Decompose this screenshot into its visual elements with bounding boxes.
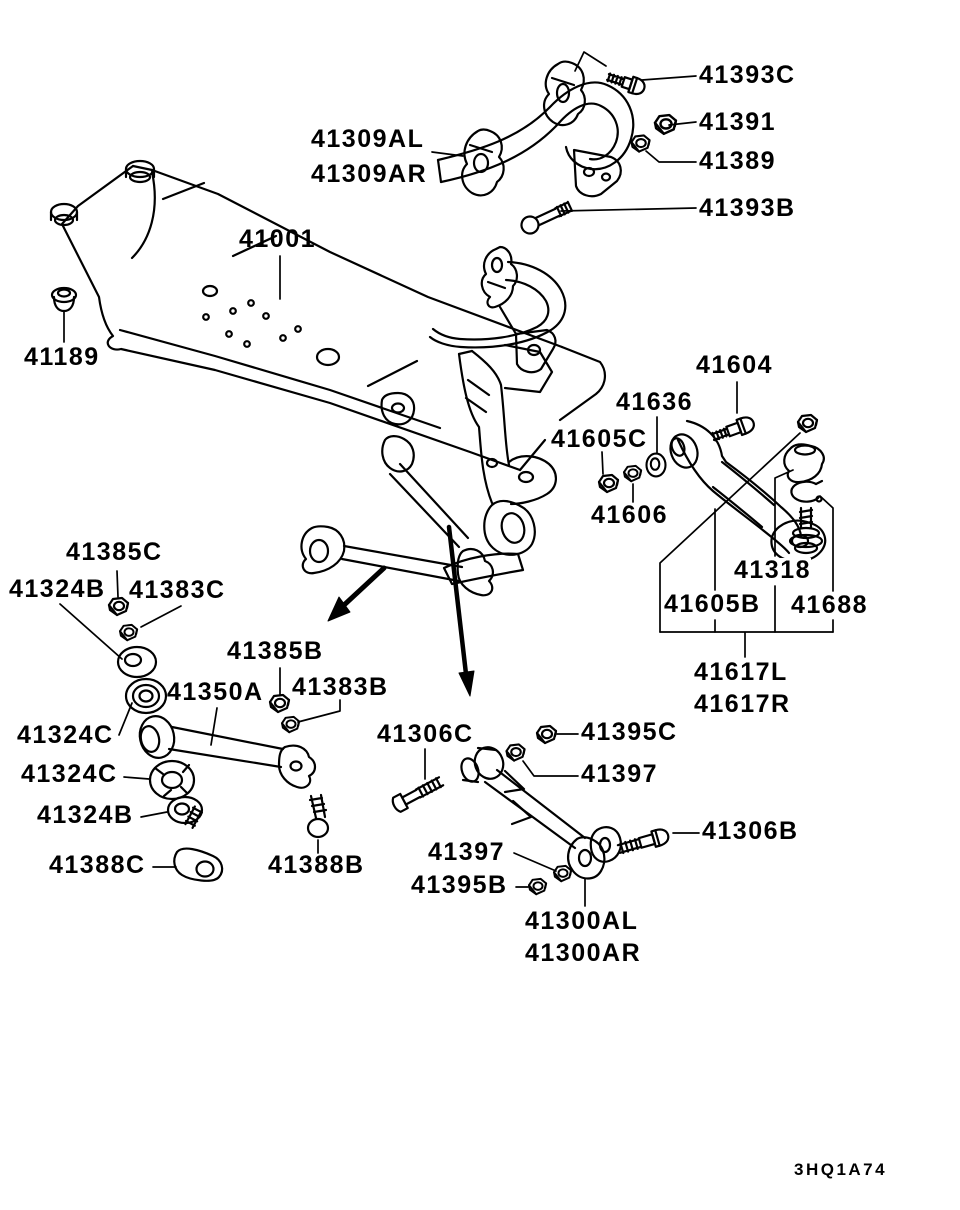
nut-41395B xyxy=(529,879,546,894)
part-label-41350A: 41350A xyxy=(167,678,264,706)
snap-ring-41318 xyxy=(791,481,822,502)
washer-41636 xyxy=(647,454,666,477)
dust-cover-41605B xyxy=(784,444,824,482)
bolt-41393C xyxy=(606,69,647,96)
nut-41397-lower xyxy=(554,866,571,881)
part-label-41001: 41001 xyxy=(239,225,317,253)
part-label-41306C: 41306C xyxy=(377,720,474,748)
part-label-41324B-2: 41324B xyxy=(37,801,134,829)
part-label-41393B: 41393B xyxy=(699,194,796,222)
nut-41397-upper xyxy=(507,744,525,760)
ball-stud-41688 xyxy=(790,508,822,553)
stabilizer-bar-installed xyxy=(430,247,565,372)
part-label-41388C: 41388C xyxy=(49,851,146,879)
washer-41324B xyxy=(118,647,156,677)
part-label-41636: 41636 xyxy=(616,388,694,416)
plug-41189 xyxy=(52,288,76,311)
bushing-41324C xyxy=(126,679,166,713)
part-label-41383C: 41383C xyxy=(129,576,226,604)
part-label-41385B: 41385B xyxy=(227,637,324,665)
nut-41389 xyxy=(632,135,650,151)
part-label-41397: 41397 xyxy=(581,760,659,788)
nut-41383C xyxy=(120,625,137,640)
part-label-41617R: 41617R xyxy=(694,690,791,718)
part-label-41395C: 41395C xyxy=(581,718,678,746)
part-label-41604: 41604 xyxy=(696,351,774,379)
link-41388C xyxy=(174,806,222,881)
part-label-41324C-2: 41324C xyxy=(21,760,118,788)
upper-arm-41617 xyxy=(666,421,825,561)
part-label-41395B: 41395B xyxy=(411,871,508,899)
part-label-41324B: 41324B xyxy=(9,575,106,603)
direction-arrows xyxy=(328,527,474,696)
part-label-41385C: 41385C xyxy=(66,538,163,566)
part-label-41309AR: 41309AR xyxy=(311,160,428,188)
part-label-41605B: 41605B xyxy=(664,590,761,618)
part-label-41605C: 41605C xyxy=(551,425,648,453)
part-label-41688: 41688 xyxy=(791,591,869,619)
nut-41605C xyxy=(599,475,618,492)
part-label-41397-2: 41397 xyxy=(428,838,506,866)
part-label-41318: 41318 xyxy=(734,556,812,584)
part-label-41393C: 41393C xyxy=(699,61,796,89)
bolt-41306B xyxy=(617,827,670,856)
part-label-41389: 41389 xyxy=(699,147,777,175)
bolt-41393B xyxy=(519,199,574,237)
part-label-41617L: 41617L xyxy=(694,658,788,686)
stabilizer-bar-free xyxy=(438,62,633,197)
washer-41324C-2 xyxy=(150,761,194,799)
part-label-41606: 41606 xyxy=(591,501,669,529)
part-label-41300AL: 41300AL xyxy=(525,907,639,935)
drawing-code: 3HQ1A74 xyxy=(794,1160,888,1179)
part-label-41306B: 41306B xyxy=(702,817,799,845)
bolt-41306C xyxy=(391,774,445,813)
part-label-41189: 41189 xyxy=(24,343,100,371)
part-label-41383B: 41383B xyxy=(292,673,389,701)
part-label-41324C: 41324C xyxy=(17,721,114,749)
nut-41395C xyxy=(537,726,556,743)
crossmember-41001 xyxy=(51,161,605,471)
nut-41606 xyxy=(624,466,641,481)
part-label-41300AR: 41300AR xyxy=(525,939,642,967)
part-label-41391: 41391 xyxy=(699,108,777,136)
nut-41385B xyxy=(270,695,289,712)
nut-41383B xyxy=(282,717,299,732)
nut-41385C xyxy=(109,598,128,615)
part-label-41309AL: 41309AL xyxy=(311,125,425,153)
bolt-41388B xyxy=(308,795,328,837)
nut-upper-arm-balljoint xyxy=(798,415,817,432)
part-label-41388B: 41388B xyxy=(268,851,365,879)
